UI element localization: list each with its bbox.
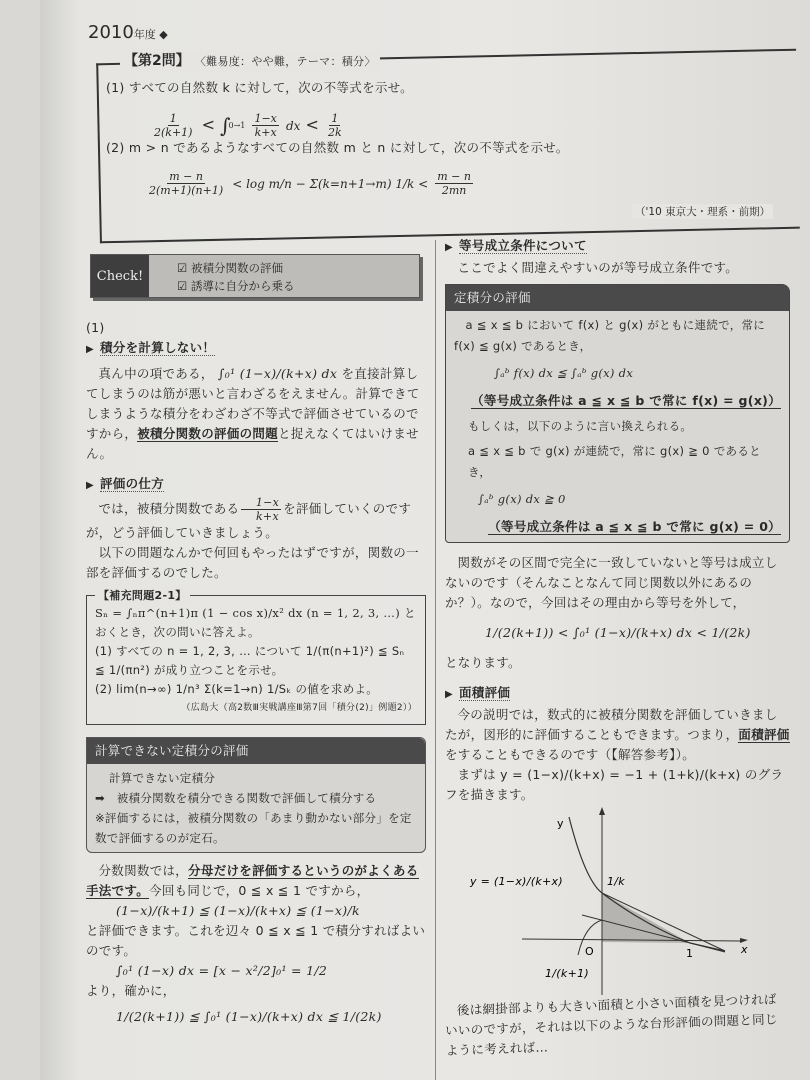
text: を評価していくのですが，どう評価していきましょう。 [86, 501, 412, 540]
y-axis-arrow-icon [599, 807, 605, 815]
year-suffix: 年度 ◆ [133, 28, 168, 41]
box-equation: ∫ₐᵇ f(x) dx ≦ ∫ₐᵇ g(x) dx [494, 366, 634, 380]
math: ∫₀¹ (1−x)/(k+x) dx [217, 366, 338, 381]
problem-1-inequality [150, 112, 346, 139]
section-heading: 面積評価 [459, 685, 511, 700]
text: を直接計算してしまうのは筋が悪いと言わざるをえません。計算できてしまうような積分をわざわざ不等式で評価させているのですから， [86, 366, 420, 441]
paragraph: より，確かに， [86, 983, 176, 998]
equality-condition: （等号成立条件は a ≦ x ≦ b で常に f(x) = g(x)） [471, 393, 781, 408]
inequality: 1/(2(k+1)) < ∫₀¹ (1−x)/(k+x) dx < 1/(2k) [485, 625, 751, 640]
function-graph [445, 805, 790, 995]
supplementary-definition: Sₙ = ∫ₙπ^(n+1)π (1 − cos x)/x² dx (n = 1, 2, 3, …) とおくとき，次の問いに答えよ。 [95, 606, 416, 639]
box-equation: ∫ₐᵇ g(x) dx ≧ 0 [478, 492, 566, 506]
part-text: m > n であるようなすべての自然数 m と n に対して，次の不等式を示せ。 [128, 140, 569, 155]
box-line: ➡ 被積分関数を積分できる関数で評価して積分する [95, 791, 377, 805]
year-heading [88, 22, 168, 43]
text: 分数関数では， [98, 863, 189, 878]
box-title: 定積分の評価 [446, 285, 789, 311]
supplementary-question-2: (2) lim(n→∞) 1/n³ Σ(k=1→n) 1/Sₖ の値を求めよ。 [95, 682, 379, 696]
fraction: $\frac{1}{2(k+1)}$ [154, 112, 193, 139]
equality-condition: （等号成立条件は a ≦ x ≦ b で常に g(x) = 0） [488, 519, 781, 534]
part-label: (1) [106, 80, 125, 95]
fraction: $\frac{m - n}{2(m+1)(n+1)}$ [149, 170, 224, 197]
inequality: 1/(2(k+1)) ≦ ∫₀¹ (1−x)/(k+x) dx ≦ 1/(2k) [116, 1009, 382, 1024]
dx: dx [285, 119, 301, 133]
y-axis-label: y [557, 817, 564, 830]
problem-part-2 [106, 138, 786, 158]
box-line: a ≦ x ≦ b で g(x) が連続で，常に g(x) ≧ 0 であるとき， [468, 444, 761, 479]
triangle-bullet-icon: ▶ [445, 689, 453, 700]
text: 真ん中の項である， [98, 366, 214, 381]
fraction: $\frac{m - n}{2mn}$ [437, 170, 471, 197]
definite-integral-box [445, 284, 790, 543]
paragraph: 以下の問題なんかで何回もやったはずですが，関数の一部を評価するのでした。 [86, 545, 419, 580]
problem-title [120, 50, 380, 72]
middle-term: < log m/n − Σ(k=n+1→m) 1/k < [232, 177, 429, 191]
year: 2010 [88, 22, 134, 43]
paragraph: ここでよく間違えやすいのが等号成立条件です。 [457, 260, 739, 275]
one-over-k-label: 1/k [607, 875, 625, 888]
integral-bounds: 0→1 [228, 121, 246, 130]
box-line: もしくは，以下のように言い換えられる。 [468, 419, 693, 433]
problem-label: 【第2問】 [124, 53, 190, 69]
rel: < [305, 115, 319, 134]
box-line: 計算できない定積分 [109, 771, 216, 785]
paragraph: まずは y = (1−x)/(k+x) = −1 + (1+k)/(k+x) のグラフを描きます。 [445, 767, 784, 802]
part-label: (2) [106, 140, 125, 155]
equation: ∫₀¹ (1−x) dx = [x − x²/2]₀¹ = 1/2 [116, 963, 328, 978]
text: 今回も同じで，0 ≦ x ≦ 1 ですから， [149, 883, 370, 898]
paragraph: と評価できます。これを辺々 0 ≦ x ≦ 1 で積分すればよいのです。 [86, 923, 426, 958]
supplementary-question-1: (1) すべての n = 1, 2, 3, … について 1/(π(n+1)²) ≦ Sₙ ≦ 1/(πn²) が成り立つことを示せ。 [95, 644, 405, 677]
problem-source: （'10 東京大・理系・前期） [632, 204, 773, 219]
triangle-bullet-icon: ▶ [86, 344, 94, 355]
fraction: $\frac{1}{2k}$ [328, 112, 342, 139]
underlined-text: 分母だけを評価するというのがよくある手法です。 [86, 863, 419, 898]
triangle-bullet-icon: ▶ [445, 242, 453, 253]
difficulty: 〈難易度：やや難，テーマ：積分〉 [194, 55, 376, 68]
shaded-area [602, 893, 690, 943]
supplementary-problem-box [86, 589, 426, 725]
text: では，被積分関数である [98, 501, 240, 516]
underlined-text: 面積評価 [738, 727, 790, 742]
supplementary-source: （広島大（高2数Ⅲ実戦講座Ⅲ第7回「積分(2)」例題2）） [181, 703, 417, 713]
paragraph: となります。 [445, 655, 521, 670]
part-label: (1) [86, 320, 105, 335]
textbook-page [40, 0, 810, 1080]
paragraph: 後は網掛部よりも大きい面積と小さい面積を見つければいいのですが，それは以下のような台形評価の問題と同じように考えれば… [444, 991, 778, 1059]
supplementary-title: 【補充問題2-1】 [95, 586, 190, 605]
section-heading: 等号成立条件について [459, 238, 587, 253]
origin-label: O [585, 945, 594, 958]
box-title: 計算できない定積分の評価 [87, 738, 425, 764]
paragraph: では，被積分関数である $\frac{1-x}{k+x}$ を評価していくのですが，どう評価していきましょう。 [86, 496, 412, 540]
underlined-text: 被積分関数の評価の問題 [137, 426, 279, 441]
integral-sign: ∫ [220, 113, 231, 138]
paragraph [86, 861, 426, 901]
x-one-label: 1 [686, 947, 694, 960]
problem-2-inequality [145, 170, 475, 197]
rel: < [201, 115, 215, 134]
paragraph [86, 364, 426, 464]
check-item: ☑ 被積分関数の評価 [177, 261, 283, 275]
part-text: すべての自然数 k に対して，次の不等式を示せ。 [128, 80, 413, 95]
text: と捉えなくてはいけません。 [86, 426, 419, 461]
box-line: a ≦ x ≦ b において f(x) と g(x) がともに連続で，常に f(x) ≦ g(x) であるとき， [454, 318, 766, 353]
text: 今の説明では，数式的に被積分関数を評価していきましたが，図形的に評価することもできます。つまり， [445, 707, 778, 742]
problem-part-1 [106, 78, 786, 98]
paragraph [445, 705, 790, 765]
curve-label: y = (1−x)/(k+x) [470, 875, 563, 888]
column-divider [435, 240, 436, 1080]
check-label: Check! [91, 255, 149, 297]
text: をすることもできるのです（【解答参考】）。 [445, 747, 696, 762]
left-column [86, 318, 426, 1027]
triangle-bullet-icon: ▶ [86, 480, 94, 491]
box-note: ※評価するには，被積分関数の「あまり動かない部分」を定数で評価するのが定石。 [95, 811, 412, 845]
check-item: ☑ 誘導に自分から乗る [177, 279, 295, 293]
section-heading: 評価の仕方 [100, 476, 165, 491]
evaluation-box [86, 737, 426, 853]
check-box [90, 254, 420, 298]
fraction: $\frac{1-x}{k+x}$ [254, 112, 277, 139]
paragraph: 関数がその区間で完全に一致していないと等号は成立しないのです（そんなことなんて同じ関数以外にあるのか？）。なので，今回はその理由から等号を外して， [445, 555, 778, 610]
one-over-k-plus-1-label: 1/(k+1) [545, 967, 589, 980]
x-axis-label: x [741, 943, 748, 956]
right-column [444, 236, 790, 1059]
section-heading: 積分を計算しない！ [100, 340, 216, 355]
inequality: (1−x)/(k+1) ≦ (1−x)/(k+x) ≦ (1−x)/k [116, 903, 360, 918]
